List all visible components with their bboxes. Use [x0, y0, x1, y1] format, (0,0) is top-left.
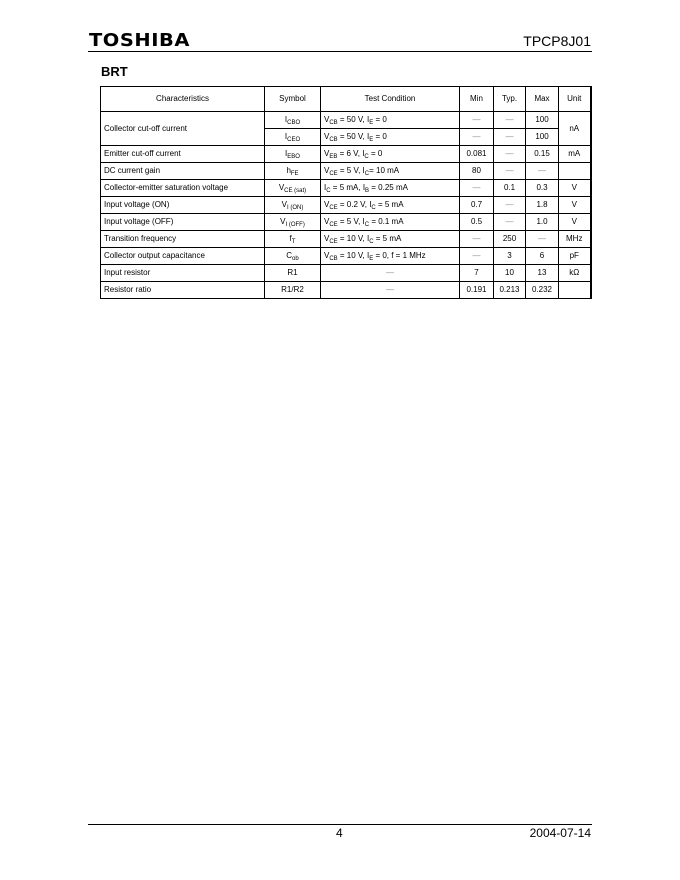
unit-cell: pF: [559, 248, 591, 265]
test-condition-cell: $V_{CB} = 50$ V, $I_E = 0$: [321, 112, 460, 129]
test-condition-cell: $V_{CE} = 5$ V, $I_C = 0.1$ mA: [321, 214, 460, 231]
test-condition-cell: $V_{CE} = 5$ V, $I_C= 10$ mA: [321, 163, 460, 180]
symbol-cell: [265, 129, 321, 146]
col-header-max: Max: [526, 87, 559, 112]
min-cell: —: [460, 231, 494, 248]
min-cell: —: [460, 180, 494, 197]
symbol-main: R1: [287, 268, 298, 277]
max-cell: 0.232: [526, 282, 559, 299]
symbol-main: V: [280, 217, 286, 226]
unit-cell: nA: [559, 112, 591, 146]
max-cell: 0.15: [526, 146, 559, 163]
min-cell: 80: [460, 163, 494, 180]
header-divider: [88, 51, 592, 52]
typ-cell: 3: [494, 248, 526, 265]
unit-cell: V: [559, 197, 591, 214]
col-header-test-condition: Test Condition: [321, 87, 460, 112]
characteristic-cell: DC current gain: [101, 163, 265, 180]
table-header-row: [101, 87, 591, 112]
typ-cell: —: [494, 146, 526, 163]
symbol-main: R1/R2: [281, 285, 304, 294]
col-header-unit: Unit: [559, 87, 591, 112]
test-condition-cell: $V_{CE} = 10$ V, $I_C = 5$ mA: [321, 231, 460, 248]
typ-cell: —: [494, 214, 526, 231]
symbol-subscript: ob: [292, 256, 299, 262]
symbol-subscript: EBO: [287, 154, 300, 160]
characteristic-cell: Resistor ratio: [101, 282, 265, 299]
typ-cell: 250: [494, 231, 526, 248]
symbol-main: I: [285, 149, 288, 158]
max-cell: —: [526, 163, 559, 180]
unit-cell: kΩ: [559, 265, 591, 282]
brt-spec-table: [100, 86, 592, 299]
symbol-cell: [265, 163, 321, 180]
symbol-cell: [265, 282, 321, 299]
symbol-cell: [265, 180, 321, 197]
typ-cell: —: [494, 197, 526, 214]
section-title: BRT: [101, 64, 128, 79]
symbol-main: h: [286, 166, 291, 175]
col-header-min: Min: [460, 87, 494, 112]
symbol-cell: [265, 112, 321, 129]
max-cell: 6: [526, 248, 559, 265]
symbol-cell: [265, 248, 321, 265]
min-cell: —: [460, 112, 494, 129]
symbol-subscript: CBO: [287, 120, 301, 126]
min-cell: —: [460, 248, 494, 265]
table-row: [101, 282, 591, 299]
table-row: [101, 180, 591, 197]
table-row: [101, 163, 591, 180]
symbol-main: V: [281, 200, 287, 209]
max-cell: 1.8: [526, 197, 559, 214]
min-cell: 0.7: [460, 197, 494, 214]
unit-cell: V: [559, 214, 591, 231]
symbol-main: V: [278, 183, 285, 192]
unit-cell: V: [559, 180, 591, 197]
test-condition-cell: $V_{CB} = 10$ V, $I_E = 0$, f = 1 MHz: [321, 248, 460, 265]
characteristic-cell: Input voltage (OFF): [101, 214, 265, 231]
symbol-cell: [265, 214, 321, 231]
symbol-subscript: I (OFF): [285, 222, 305, 228]
col-header-characteristics: Characteristics: [101, 87, 265, 112]
unit-cell: [559, 163, 591, 180]
table-row: [101, 265, 591, 282]
table-row: [101, 214, 591, 231]
symbol-subscript: T: [291, 239, 296, 245]
symbol-subscript: CEO: [287, 137, 301, 143]
typ-cell: —: [494, 112, 526, 129]
max-cell: —: [526, 231, 559, 248]
symbol-cell: [265, 146, 321, 163]
table-row: [101, 146, 591, 163]
typ-cell: 10: [494, 265, 526, 282]
test-condition-cell: $V_{EB} = 6$ V, $I_C = 0$: [321, 146, 460, 163]
symbol-main: f: [289, 234, 292, 243]
symbol-cell: [265, 197, 321, 214]
footer-divider: [88, 824, 592, 825]
symbol-main: I: [284, 115, 288, 124]
unit-cell: MHz: [559, 231, 591, 248]
symbol-subscript: FE: [290, 171, 299, 177]
max-cell: 0.3: [526, 180, 559, 197]
unit-cell: [559, 282, 591, 299]
symbol-main: I: [284, 132, 288, 141]
test-condition-cell: $I_C = 5$ mA, $I_B = 0.25$ mA: [321, 180, 460, 197]
typ-cell: 0.1: [494, 180, 526, 197]
test-condition-cell: $V_{CE} = 0.2$ V, $I_C = 5$ mA: [321, 197, 460, 214]
characteristic-cell: Input resistor: [101, 265, 265, 282]
typ-cell: —: [494, 129, 526, 146]
symbol-subscript: CE (sat): [284, 188, 307, 194]
table-row: [101, 231, 591, 248]
typ-cell: 0.213: [494, 282, 526, 299]
min-cell: 0.191: [460, 282, 494, 299]
characteristic-cell: Input voltage (ON): [101, 197, 265, 214]
max-cell: 13: [526, 265, 559, 282]
characteristic-cell: Emitter cut-off current: [101, 146, 265, 163]
test-condition-cell: —: [321, 282, 460, 299]
characteristic-cell: Transition frequency: [101, 231, 265, 248]
table-row: [101, 112, 591, 129]
min-cell: —: [460, 129, 494, 146]
max-cell: 1.0: [526, 214, 559, 231]
characteristic-cell: Collector-emitter saturation voltage: [101, 180, 265, 197]
symbol-main: C: [286, 251, 293, 260]
max-cell: 100: [526, 129, 559, 146]
min-cell: 0.081: [460, 146, 494, 163]
document-date: 2004-07-14: [529, 826, 591, 840]
col-header-typ: Typ.: [494, 87, 526, 112]
symbol-cell: [265, 265, 321, 282]
symbol-subscript: I (ON): [287, 205, 304, 211]
toshiba-logo: TOSHIBA: [89, 30, 190, 51]
characteristic-cell: Collector cut-off current: [101, 112, 265, 146]
min-cell: 7: [460, 265, 494, 282]
max-cell: 100: [526, 112, 559, 129]
unit-cell: mA: [559, 146, 591, 163]
part-number: TPCP8J01: [523, 33, 591, 49]
table-row: [101, 248, 591, 265]
typ-cell: —: [494, 163, 526, 180]
col-header-symbol: Symbol: [265, 87, 321, 112]
symbol-cell: [265, 231, 321, 248]
page-number: 4: [336, 826, 343, 840]
characteristic-cell: Collector output capacitance: [101, 248, 265, 265]
test-condition-cell: —: [321, 265, 460, 282]
test-condition-cell: $V_{CB} = 50$ V, $I_E = 0$: [321, 129, 460, 146]
min-cell: 0.5: [460, 214, 494, 231]
table-row: [101, 197, 591, 214]
